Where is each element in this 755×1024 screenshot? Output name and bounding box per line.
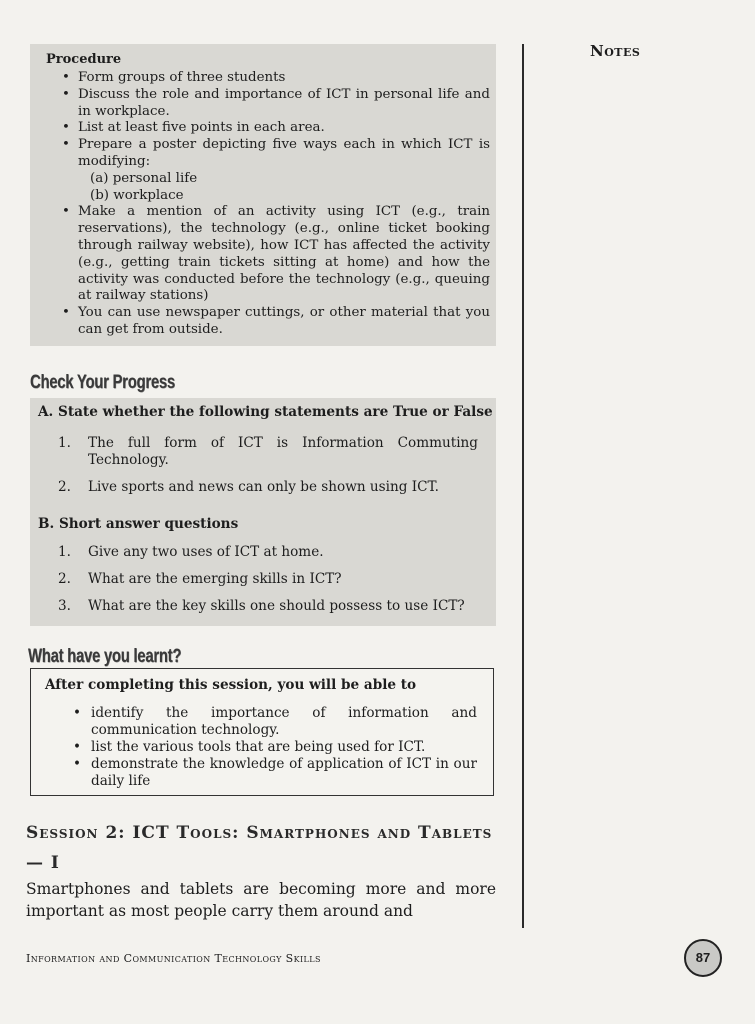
- question-text: Live sports and news can only be shown using ICT.: [88, 479, 439, 495]
- footer-title: Information and Communication Technology Skills: [26, 952, 321, 965]
- section-b-questions: [58, 544, 478, 625]
- question-item: [58, 598, 478, 615]
- learnt-intro: After completing this session, you will be able to: [45, 677, 417, 693]
- list-item: [62, 137, 490, 204]
- section-a-title: A. State whether the following statements are True or False: [38, 404, 493, 420]
- sub-item: (a) personal life: [90, 170, 198, 186]
- question-number: 2.: [58, 571, 71, 587]
- question-number: 1.: [58, 544, 71, 560]
- list-item-text: Prepare a poster depicting five ways each in which ICT is modifying:: [78, 137, 490, 169]
- question-number: 1.: [58, 435, 71, 451]
- session-body: Smartphones and tablets are becoming more and more important as most people carry them around and: [26, 880, 496, 920]
- column-divider: [522, 44, 524, 928]
- question-item: [58, 571, 478, 588]
- notes-label: Notes: [590, 42, 641, 60]
- list-item: • Form groups of three students: [62, 70, 490, 87]
- sub-list: [78, 171, 490, 205]
- procedure-list: [62, 70, 490, 339]
- question-text: What are the key skills one should possess to use ICT?: [88, 598, 465, 614]
- question-number: 3.: [58, 598, 71, 614]
- question-item: [58, 479, 478, 496]
- list-item: • identify the importance of information and communication technology.: [73, 705, 477, 739]
- section-a-questions: [58, 435, 478, 506]
- list-item: • list the various tools that are being used for ICT.: [73, 739, 477, 756]
- what-learnt-heading: What have you learnt?: [28, 646, 182, 667]
- procedure-title: Procedure: [46, 52, 122, 67]
- list-item: • Make a mention of an activity using ICT (e.g., train reservations), the technology (e.g., online ticket booking through railway website), how ICT has affected the activity (e.g., getting train tickets sitting at home) and how the activity was conducted before the technology (e.g., queuing at railway stations): [62, 204, 490, 305]
- question-text: Give any two uses of ICT at home.: [88, 544, 324, 560]
- session-title: Session 2: ICT Tools: Smartphones and Tablets — I: [26, 823, 493, 873]
- question-item: [58, 435, 478, 469]
- question-text: The full form of ICT is Information Commuting Technology.: [88, 435, 478, 468]
- learnt-box: [30, 668, 494, 796]
- list-item: • demonstrate the knowledge of application of ICT in our daily life: [73, 756, 477, 790]
- question-text: What are the emerging skills in ICT?: [88, 571, 342, 587]
- list-item: • List at least five points in each area.: [62, 120, 490, 137]
- page-number: 87: [684, 939, 722, 977]
- check-progress-heading: Check Your Progress: [30, 372, 175, 393]
- list-item: • You can use newspaper cuttings, or other material that you can get from outside.: [62, 305, 490, 339]
- learnt-list: [73, 705, 477, 790]
- list-item: • Discuss the role and importance of ICT in personal life and in workplace.: [62, 87, 490, 121]
- sub-item: (b) workplace: [90, 187, 184, 203]
- question-item: [58, 544, 478, 561]
- question-number: 2.: [58, 479, 71, 495]
- section-b-title: B. Short answer questions: [38, 516, 239, 532]
